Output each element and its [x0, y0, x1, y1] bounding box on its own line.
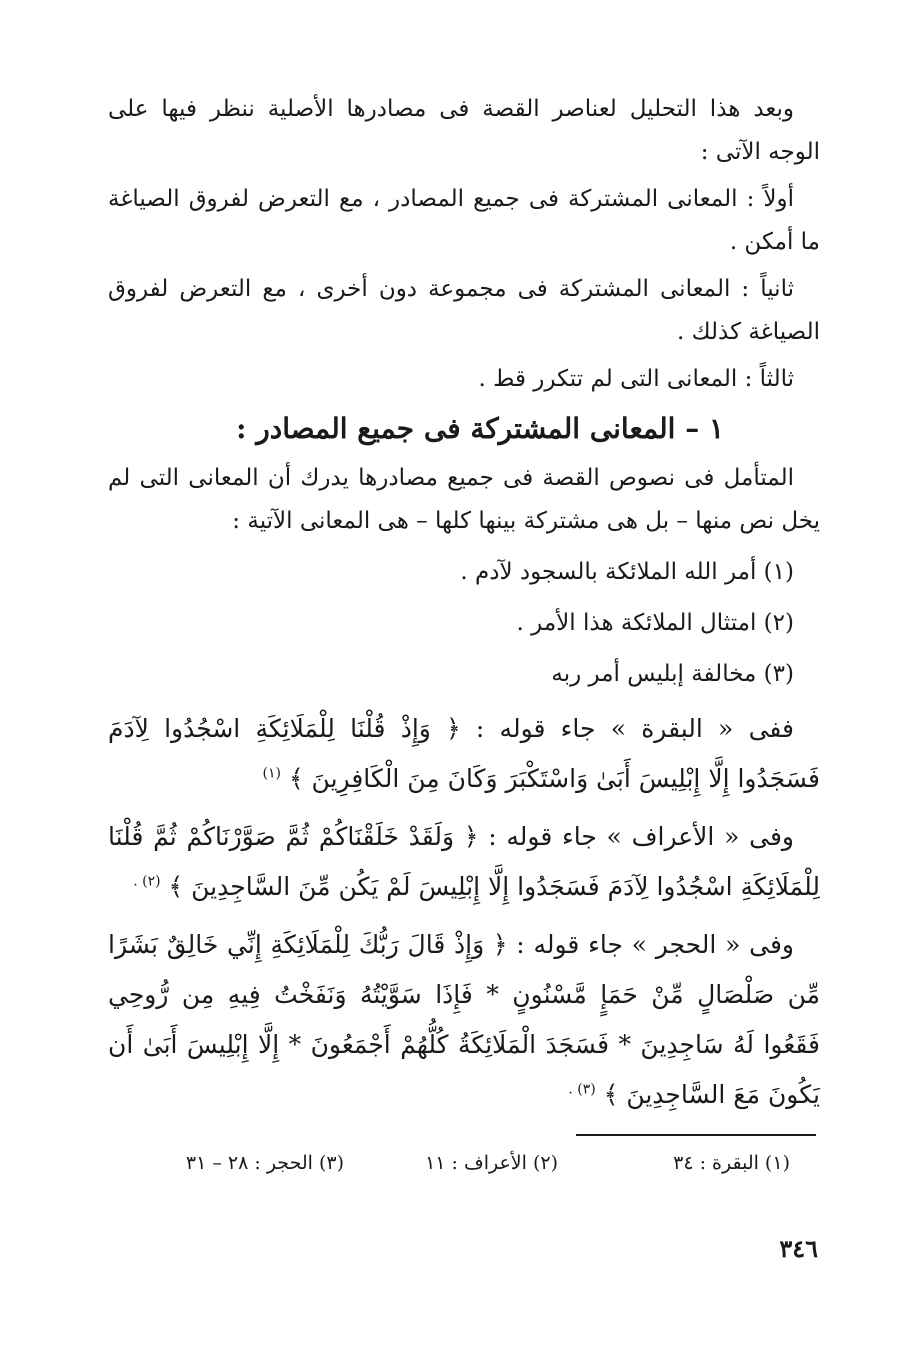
quote-text: ففى « البقرة » جاء قوله : ﴿ وَإِذْ قُلْنَا لِلْمَلَائِكَةِ اسْجُدُوا لِآدَمَ فَسَجَدُوا إِلَّا إِبْلِيسَ أَبَىٰ وَاسْتَكْبَرَ وَكَانَ مِنَ الْكَافِرِينَ ﴾: [108, 714, 820, 793]
section-heading: ١ – المعانى المشتركة فى جميع المصادر :: [236, 412, 724, 445]
quote-text: وفى « الحجر » جاء قوله : ﴿ وَإِذْ قَالَ رَبُّكَ لِلْمَلَائِكَةِ إِنِّي خَالِقٌ بَشَرًا مِّن صَلْصَالٍ مِّنْ حَمَإٍ مَّسْنُونٍ * فَإِذَا سَوَّيْتُهُ وَنَفَخْتُ فِيهِ مِن رُّوحِي فَقَعُوا لَهُ سَاجِدِينَ * فَسَجَدَ الْمَلَائِكَةُ كُلُّهُمْ أَجْمَعُونَ * إِلَّا إِبْلِيسَ أَبَىٰ أَن يَكُونَ مَعَ السَّاجِدِينَ ﴾: [108, 930, 820, 1109]
footnote-ref: (٢) .: [133, 873, 161, 890]
section-intro: المتأمل فى نصوص القصة فى جميع مصادرها يدرك أن المعانى التى لم يخل نص منها – بل هى مشتركة بينها كلها – هى المعانى الآتية :: [108, 465, 820, 534]
footnote-2: (٢) الأعراف : ١١: [425, 1152, 558, 1174]
intro-paragraph: وبعد هذا التحليل لعناصر القصة فى مصادرها الأصلية ننظر فيها على الوجه الآتى :: [108, 96, 820, 165]
point-first: أولاً : المعانى المشتركة فى جميع المصادر ، مع التعرض لفروق الصياغة ما أمكن .: [108, 186, 820, 255]
page-body: [108, 88, 820, 1128]
footnote-3: (٣) الحجر : ٢٨ – ٣١: [185, 1152, 344, 1174]
footnote-1: (١) البقرة : ٣٤: [673, 1152, 790, 1174]
list-item: (٣) مخالفة إبليس أمر ربه: [551, 661, 794, 687]
quote-baqara: [108, 704, 820, 804]
point-third: ثالثاً : المعانى التى لم تتكرر قط .: [478, 366, 794, 392]
footnotes: [170, 1152, 790, 1186]
quote-araf: [108, 812, 820, 912]
footnote-ref: (١): [262, 765, 281, 782]
list-item: (٢) امتثال الملائكة هذا الأمر .: [516, 610, 794, 636]
point-second: ثانياً : المعانى المشتركة فى مجموعة دون أخرى ، مع التعرض لفروق الصياغة كذلك .: [108, 276, 820, 345]
quote-hijr: [108, 920, 820, 1120]
footnote-ref: (٣) .: [568, 1081, 596, 1098]
list-item: (١) أمر الله الملائكة بالسجود لآدم .: [460, 559, 794, 585]
page-number: ٣٤٦: [779, 1234, 818, 1263]
quote-text: وفى « الأعراف » جاء قوله : ﴿ وَلَقَدْ خَلَقْنَاكُمْ ثُمَّ صَوَّرْنَاكُمْ ثُمَّ قُلْنَا لِلْمَلَائِكَةِ اسْجُدُوا لِآدَمَ فَسَجَدُوا إِلَّا إِبْلِيسَ لَمْ يَكُن مِّنَ السَّاجِدِينَ ﴾: [108, 822, 820, 901]
footnote-divider: [576, 1134, 816, 1136]
